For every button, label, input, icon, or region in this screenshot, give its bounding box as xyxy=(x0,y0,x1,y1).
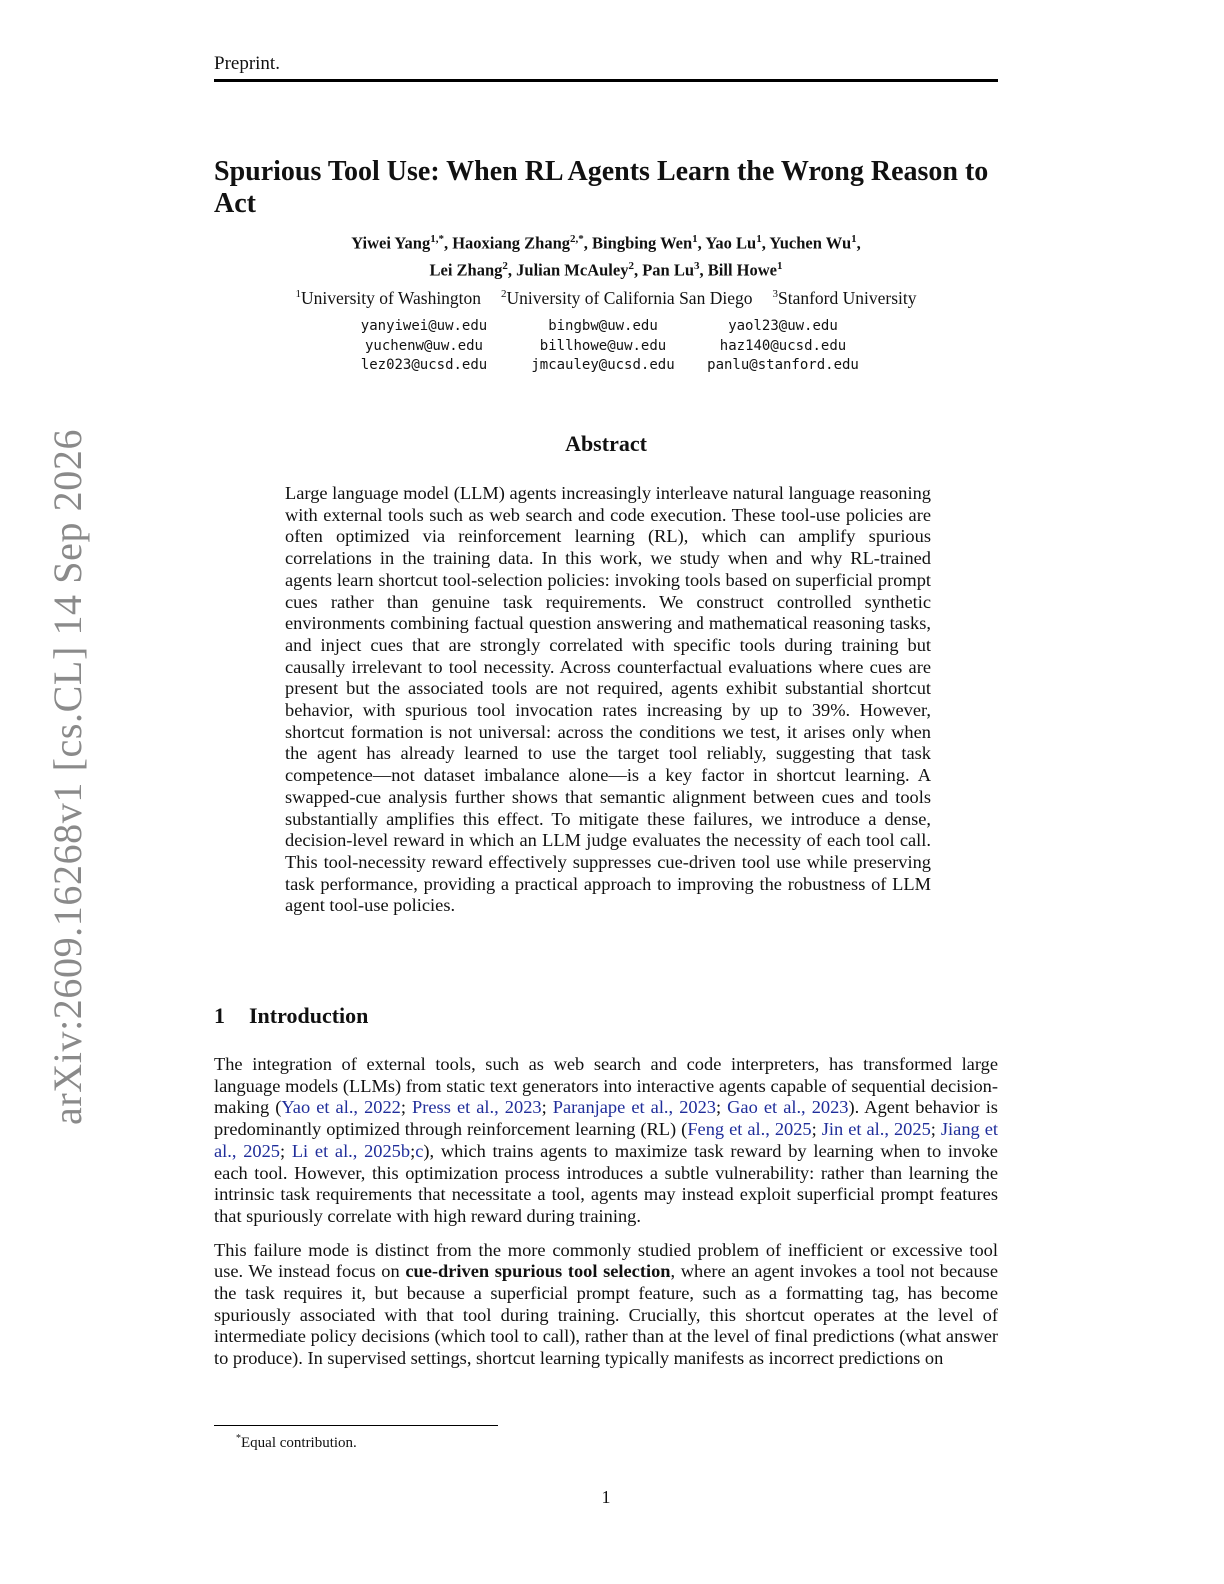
affiliation-mark: 3 xyxy=(772,288,778,300)
author-affiliation-mark: 1 xyxy=(776,259,783,272)
author-affiliation-mark: 2 xyxy=(502,259,508,272)
author-name: Yao Lu xyxy=(705,233,757,253)
citation-link[interactable]: Feng et al., 2025 xyxy=(687,1119,812,1140)
author-name: Yuchen Wu xyxy=(769,233,852,253)
emphasized-term: cue-driven spurious tool selection xyxy=(405,1261,671,1282)
author-name: Julian McAuley xyxy=(516,260,629,279)
citation-link[interactable]: c xyxy=(415,1140,424,1161)
author-list xyxy=(214,228,998,281)
author-line: Lei Zhang$^2$, Julian McAuley$^2$, Pan Lu$^3$, Bill Howe$^1$ xyxy=(429,259,783,279)
author-name: Pan Lu xyxy=(642,260,695,279)
abstract-text: Large language model (LLM) agents increasingly interleave natural language reasoning with external tools such as web search and code execution. These tool-use policies are often optimized via reinforcement learning (RL), which can amplify spurious correlations in the training data. In this work, we study when and why RL-trained agents learn shortcut tool-selection policies: invoking tools based on superficial prompt cues rather than genuine task requirements. We construct controlled synthetic environments combining factual question answering and mathematical reasoning tasks, and inject cues that are strongly correlated with specific tools during training but causally irrelevant to tool necessity. Across counterfactual evaluations where cues are present but the associated tools are not required, agents exhibit substantial shortcut behavior, with spurious tool invocation rates increasing by up to 39%. However, shortcut formation is not universal: across the conditions we test, it arises only when the agent has already learned to use the target tool reliably, suggesting that task competence—not dataset imbalance alone—is a key factor in shortcut learning. A swapped-cue analysis further shows that semantic alignment between cues and tools substantially amplifies this effect. To mitigate these failures, we introduce a dense, decision-level reward in which an LLM judge evaluates the necessity of each tool call. This tool-necessity reward effectively suppresses cue-driven tool use while preserving task performance, providing a practical approach to improving the robustness of LLM agent tool-use policies. xyxy=(285,483,931,916)
author-email: lez023@ucsd.edu xyxy=(360,357,488,373)
intro-paragraph: This failure mode is distinct from the more commonly studied problem of inefficient or excessive tool use. We instead focus on cue-driven spurious tool selection, where an agent invokes a tool not because the task requires it, but because a superficial prompt feature, such as a formatting tag, has become spuriously associated with that tool during training. Crucially, this shortcut operates at the level of intermediate policy decisions (which tool to call), rather than at the level of final predictions (what answer to produce). In supervised settings, shortcut learning typically manifests as incorrect predictions on xyxy=(214,1239,998,1369)
section-title: Introduction xyxy=(249,1003,369,1028)
intro-paragraph: The integration of external tools, such as web search and code interpreters, has transformed large language models (LLMs) from static text generators into interactive agents capable of sequential decision-making (Yao et al., 2022; Press et al., 2023; Paranjape et al., 2023; Gao et al., 2023). Agent behavior is predominantly optimized through reinforcement learning (RL) (Feng et al., 2025; Jin et al., 2025; Jiang et al., 2025; Li et al., 2025b;c), which trains agents to maximize task reward by learning when to invoke each tool. However, this optimization process introduces a subtle vulnerability: rather than learning the intrinsic task requirements that necessitate a tool, agents may instead exploit superficial prompt features that spuriously correlate with high reward during training. xyxy=(214,1054,998,1226)
author-name: Bill Howe xyxy=(707,260,777,279)
citation-link[interactable]: Yao et al., 2022 xyxy=(281,1097,401,1118)
affiliation-name: University of Washington xyxy=(300,287,482,308)
citation-link[interactable]: Gao et al., 2023 xyxy=(727,1097,849,1118)
author-affiliation-mark: 3 xyxy=(694,259,700,272)
citation-link[interactable]: Paranjape et al., 2023 xyxy=(552,1097,716,1118)
author-name: Lei Zhang xyxy=(429,260,503,279)
author-email: yuchenw@uw.edu xyxy=(364,337,483,354)
citation-link[interactable]: Li et al., 2025b xyxy=(291,1140,411,1161)
affiliation xyxy=(772,288,916,308)
author-name: Haoxiang Zhang xyxy=(452,233,571,253)
author-email: bingbw@uw.edu xyxy=(548,318,658,334)
abstract-heading: Abstract xyxy=(565,431,647,456)
section-heading-introduction xyxy=(214,1002,998,1030)
running-header: Preprint. xyxy=(214,52,998,82)
affiliation-name: Stanford University xyxy=(777,287,917,308)
affiliation-mark: 1 xyxy=(295,288,301,300)
email-row xyxy=(340,337,880,357)
footnote-text: Equal contribution. xyxy=(241,1435,357,1451)
author-email: jmcauley@ucsd.edu xyxy=(531,357,675,373)
author-email: yaol23@uw.edu xyxy=(728,318,838,334)
email-table xyxy=(340,317,880,376)
author-affiliation-mark: 2,* xyxy=(570,233,584,245)
arxiv-identifier-stamp: arXiv:2609.16268v1 [cs.CL] 14 Sep 2026 xyxy=(45,428,90,1125)
footnote xyxy=(236,1429,936,1453)
email-row xyxy=(340,317,880,337)
author-affiliation-mark: 1 xyxy=(756,233,762,245)
footnote-divider xyxy=(214,1425,498,1426)
paper-title: Spurious Tool Use: When RL Agents Learn the Wrong Reason to Act xyxy=(214,156,989,219)
author-email: haz140@ucsd.edu xyxy=(719,337,847,354)
author-affiliation-mark: 1,* xyxy=(430,233,444,245)
introduction-body xyxy=(214,1054,998,1382)
footnote-mark: * xyxy=(236,1433,241,1444)
affiliation xyxy=(295,288,481,308)
citation-link[interactable]: Jin et al., 2025 xyxy=(821,1119,931,1140)
section-number: 1 xyxy=(214,1003,225,1028)
email-row xyxy=(340,356,880,376)
affiliation-list xyxy=(214,283,998,309)
author-email: yanyiwei@uw.edu xyxy=(360,318,488,334)
citation-link[interactable]: Press et al., 2023 xyxy=(412,1097,542,1118)
author-affiliation-mark: 2 xyxy=(628,259,634,272)
author-name: Yiwei Yang xyxy=(351,233,431,253)
author-line: Yiwei Yang$^{1,*}$, Haoxiang Zhang$^{2,*}$, Bingbing Wen$^1$, Yao Lu$^1$, Yuchen Wu$^1$, xyxy=(351,233,861,253)
author-name: Bingbing Wen xyxy=(592,233,693,253)
citation-link[interactable]: Jiang et al., 2025 xyxy=(214,1119,998,1161)
affiliation-mark: 2 xyxy=(501,288,507,300)
author-affiliation-mark: 1 xyxy=(851,233,857,245)
author-email: billhowe@uw.edu xyxy=(539,337,667,354)
author-email: panlu@stanford.edu xyxy=(707,357,859,373)
page-number: 1 xyxy=(601,1487,611,1507)
author-affiliation-mark: 1 xyxy=(692,233,698,245)
affiliation xyxy=(501,288,752,308)
affiliation-name: University of California San Diego xyxy=(506,287,753,308)
